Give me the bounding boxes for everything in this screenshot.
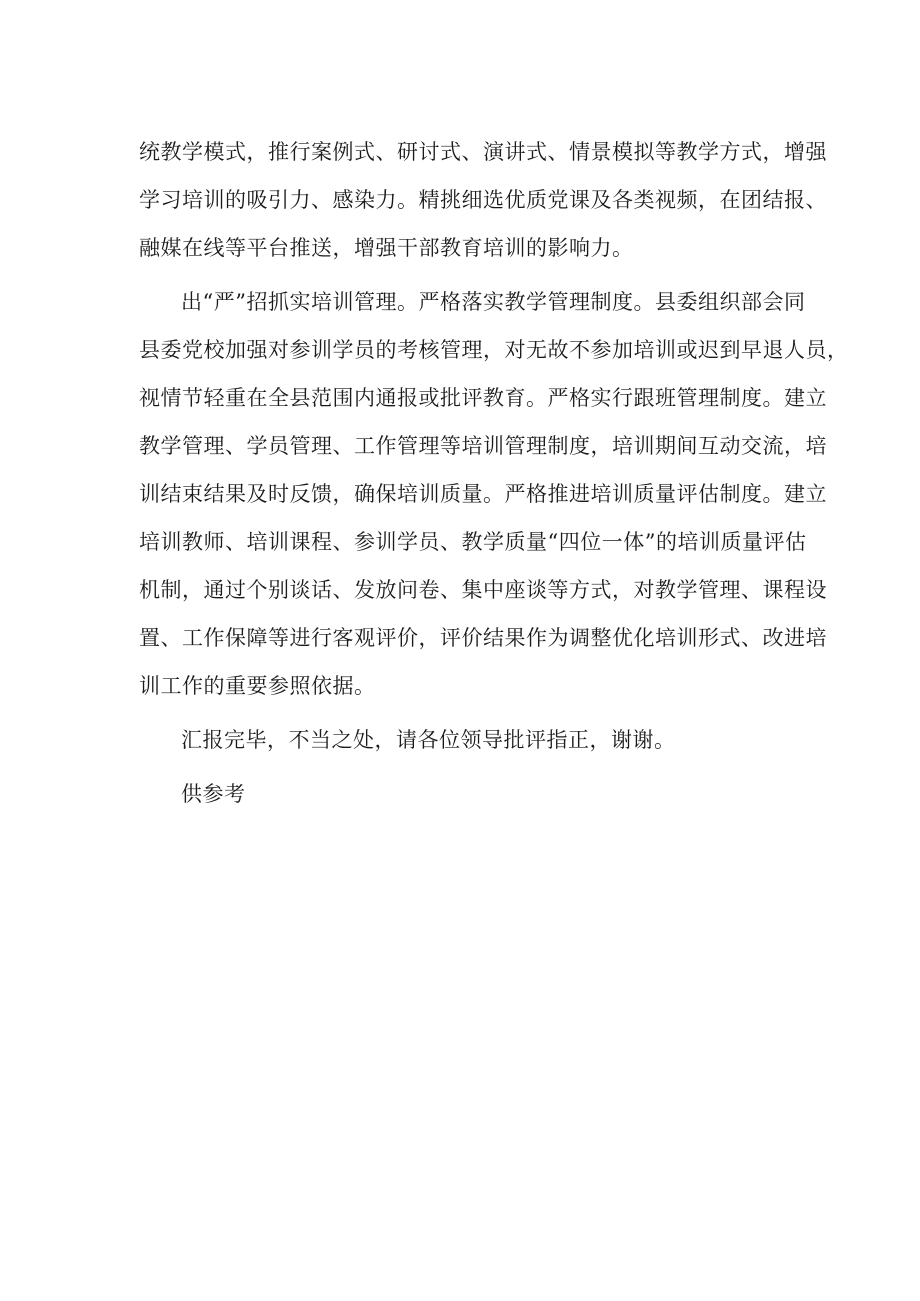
paragraph-line: 融媒在线等平台推送，增强干部教育培训的影响力。 bbox=[139, 236, 634, 260]
paragraph-line: 教学管理、学员管理、工作管理等培训管理制度，培训期间互动交流，培 bbox=[139, 434, 827, 458]
paragraph-line: 训工作的重要参照依据。 bbox=[139, 674, 376, 698]
paragraph-line: 培训教师、培训课程、参训学员、教学质量“四位一体”的培训质量评估 bbox=[139, 530, 807, 554]
paragraph-line: 置、工作保障等进行客观评价，评价结果作为调整优化培训形式、改进培 bbox=[139, 626, 827, 650]
paragraph-training-management bbox=[139, 278, 849, 710]
paragraph-line: 县委党校加强对参训学员的考核管理，对无故不参加培训或迟到早退人员， bbox=[139, 338, 849, 362]
paragraph-line: 视情节轻重在全县范围内通报或批评教育。严格实行跟班管理制度。建立 bbox=[139, 386, 827, 410]
paragraph-line: 出“严”招抓实培训管理。严格落实教学管理制度。县委组织部会同 bbox=[181, 290, 806, 314]
document-body bbox=[139, 128, 849, 818]
paragraph-line: 学习培训的吸引力、感染力。精挑细选优质党课及各类视频，在团结报、 bbox=[139, 188, 827, 212]
paragraph-closing bbox=[139, 716, 785, 764]
paragraph-line: 汇报完毕，不当之处，请各位领导批评指正，谢谢。 bbox=[181, 728, 676, 752]
paragraph-line: 统教学模式，推行案例式、研讨式、演讲式、情景模拟等教学方式，增强 bbox=[139, 140, 827, 164]
paragraph-line: 训结束结果及时反馈，确保培训质量。严格推进培训质量评估制度。建立 bbox=[139, 482, 827, 506]
paragraph-line: 供参考 bbox=[181, 782, 246, 806]
paragraph-teaching-mode bbox=[139, 128, 827, 272]
paragraph-line: 机制，通过个别谈话、发放问卷、集中座谈等方式，对教学管理、课程设 bbox=[139, 578, 827, 602]
paragraph-reference-note bbox=[139, 770, 785, 818]
